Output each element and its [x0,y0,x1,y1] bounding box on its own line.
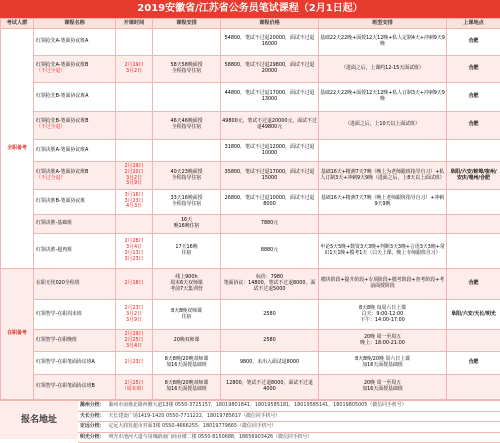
date-cell [116,214,153,233]
table-row[interactable] [1,233,500,268]
location-cell-text: 合肥 [469,65,479,71]
course-name-cell [34,29,116,56]
date-cell-text: 2月23日 3月2日 3月9日 [124,305,143,323]
schedule-cell-text: 46天46晚面授 全程指导住宿 [170,118,202,130]
course-name-cell [34,139,116,162]
date-cell-text: 2月28日 3月4日 3月13日 3月23日 [124,238,143,261]
arrangement-cell [319,214,447,233]
header-cell: 上课地点 [447,19,500,29]
arrangement-cell [319,189,447,214]
arrangement-cell [319,329,447,352]
price-cell-text: 标价：7980 笔面协议：14800，笔试不过退8000，面试不过退5000 [224,274,316,292]
arrangement-cell-text: （进面之后，上10天以上面试班） [345,121,420,127]
branch-name: 定远分校： [80,423,104,429]
course-name-cell [34,162,116,189]
schedule-cell [153,189,221,214]
branch-name: 滁州分校： [80,402,104,408]
table-row[interactable] [1,375,500,400]
table-row[interactable] [1,214,500,233]
price-cell [221,268,319,300]
date-cell [116,29,153,56]
course-name-cell-text: 红领智学-在职晚班 [36,337,77,343]
course-name-cell [34,214,116,233]
price-cell [221,162,319,189]
arrangement-cell-text: 20晚 周一至周五 晚上：18:00-21:00 [360,334,405,346]
price-cell [221,56,319,83]
date-cell-text: 2月18日 [124,280,143,286]
table-row[interactable] [1,139,500,162]
table-row[interactable] [1,189,500,214]
date-cell [116,329,153,352]
branch-address: 明光市池河大道与岗城路南门商业楼二楼 0550-8150688，18656903426（微信同手机号） [108,434,312,440]
price-cell [221,233,319,268]
arrangement-cell-text: 20晚 周一至周五 加16天面授基础班 [362,380,402,392]
address-line [78,422,500,433]
course-name-cell-text: 红领抢先A-笔面协议班B [36,62,88,68]
location-cell-text: 合肥 [469,280,479,286]
arrangement-cell [319,139,447,162]
course-name-cell-text: 红领决胜-超再班 [36,247,72,253]
price-cell-text: 54800，笔试不过退20000，面试不过退16000 [225,35,315,47]
date-cell [116,375,153,400]
location-cell [447,189,500,214]
date-cell-text: 2月19日 2月20日 3月2日 3月9日 [124,163,143,186]
price-cell [221,83,319,111]
schedule-cell-text: 8天8晚/20晚双师课 加16天面授基础班 [165,356,208,368]
date-cell [116,352,153,375]
arrangement-cell-text: 申论5天5晚+数资3天3晚+判断3天3晚+言语3天3晚+常识1天1晚+模考1天（白天上课，晚上专师跟班自习） [320,244,444,256]
location-cell [447,162,500,189]
date-cell [116,139,153,162]
course-note: （不过全退） [36,125,114,131]
price-cell [221,352,319,375]
price-cell-text: 7880元 [261,220,278,226]
branch-name: 天长分校： [80,413,104,419]
schedule-cell [153,29,221,56]
date-cell-text: 3月16日 3月23日 4月3日 [124,192,143,210]
arrangement-cell [319,375,447,400]
course-name-cell [34,189,116,214]
course-name-cell [34,375,116,400]
date-cell [116,189,153,214]
schedule-cell [153,111,221,139]
location-cell [447,352,500,375]
date-cell [116,83,153,111]
table-row[interactable] [1,352,500,375]
arrangement-cell [319,233,447,268]
arrangement-cell-text: （进面之后，上课约12-15天面试班） [341,65,424,71]
table-row[interactable] [1,83,500,111]
price-cell [221,329,319,352]
price-cell-text: 2580 [263,337,275,343]
course-name-cell [34,83,116,111]
arrangement-cell [319,111,447,139]
category-fresh: 全职备考 [1,29,34,269]
date-cell-text: 2月19日 2月25日 3月4日 [124,331,143,349]
price-cell-text: 26800，笔试不过退10000，面试不过退8000 [225,195,315,207]
price-cell [221,29,319,56]
table-row[interactable] [1,300,500,329]
price-cell-text: 31800，笔试不过退12000，面试不过退10000 [225,144,315,156]
location-cell [447,214,500,233]
date-cell [116,56,153,83]
course-table [0,18,500,400]
schedule-cell-text: 20晚双师课 [174,337,200,343]
price-cell-text: 12800，笔试不过退8000，面试不过退4000 [226,380,313,392]
schedule-cell [153,352,221,375]
price-cell [221,111,319,139]
arrangement-cell [319,300,447,329]
date-cell [116,233,153,268]
address-line [78,412,500,423]
schedule-cell-text: 16天 晚16晚住宿 [174,217,200,229]
location-cell-text: 合肥 [469,359,479,365]
schedule-cell [153,375,221,400]
location-cell [447,83,500,111]
schedule-cell-text: 8天8晚双师课 住宿 [171,308,202,320]
course-name-cell [34,329,116,352]
schedule-cell [153,214,221,233]
price-cell-text: 58800，笔试不过退29800，面试不过退20000 [225,62,315,74]
course-name-cell-text: 红领决胜B-笔面协议班 [36,198,85,204]
arrangement-cell-text: 模块阶段+提升阶段+专项阶段+模考阶段+查考阶段+考前面授阶段 [321,277,444,289]
location-cell [447,233,500,268]
schedule-cell [153,139,221,162]
course-name-cell [34,233,116,268]
date-cell [116,162,153,189]
location-cell-text: 合肥 [469,93,479,99]
schedule-cell-text: 17天16晚 住宿 [175,244,197,256]
price-cell-text: 8880元 [261,247,278,253]
course-note: （不过全退） [36,176,114,182]
price-cell-text: 9800，未出入面试退8000 [240,359,299,365]
table-row[interactable] [1,111,500,139]
address-section [0,400,500,439]
arrangement-cell-text: 基础16天+精测7天7晚（晚上为老师跟班指导自习）+私人订制3天+冲刺9天9晚（进面之后，上8天以上面试班） [320,169,444,181]
address-list [78,401,500,439]
course-name-cell-text: 红领抢先B-笔面协议班B [36,118,89,124]
arrangement-cell [319,83,447,111]
schedule-cell-text: 58天58晚面授 全程指导住宿 [170,62,202,74]
date-cell-text: 2月25日 （周末班） [122,380,146,392]
price-cell-text: 2580 [263,311,275,317]
header-cell: 班型安排 [319,19,447,29]
location-cell-text: 合肥 [469,38,479,44]
arrangement-cell-text: 8天8晚 每周六日上课 白天：9:00-12:00 下午：14:00-17:00 [359,305,406,323]
table-row[interactable] [1,56,500,83]
page-title: 2019安徽省/江苏省公务员笔试课程（2月1日起） [0,0,500,18]
course-name-cell-text: 红领智学-在职笔面协议班A [36,359,95,365]
header-cell: 考试人群 [1,19,34,29]
header-cell: 课程名称 [34,19,116,29]
schedule-cell-text: 线上900h 周末6天双师课 考前7天集训营 [170,274,202,292]
location-cell [447,329,500,352]
arrangement-cell [319,268,447,300]
location-cell [447,56,500,83]
table-row[interactable] [1,29,500,56]
price-cell-text: 35800，笔试不过退17000，面试不过退15000 [225,169,315,181]
course-name-cell [34,300,116,329]
branch-name: 明光分校： [80,434,104,440]
schedule-cell [153,329,221,352]
header-cell: 开课时间 [116,19,153,29]
course-name-cell-text: 红领抢先A-笔面协议班A [36,38,88,44]
date-cell [116,300,153,329]
schedule-cell [153,83,221,111]
schedule-cell [153,300,221,329]
price-cell [221,139,319,162]
location-cell-text: 阜阳/六安/蚌埠/宿州/安庆/亳州/合肥 [450,169,496,181]
table-header-row [1,19,500,29]
price-cell [221,300,319,329]
course-name-cell-text: 红领抢先B-笔面协议班A [36,93,88,99]
table-row[interactable] [1,329,500,352]
date-cell-text: 2月19日 3月2日 [124,62,143,74]
arrangement-cell-text: 基础22天22晚+面授12天12晚+私人定制4天+冲刺9天9晚 [320,35,445,47]
price-cell-text: 44800，笔试不过退17000，面试不过退13000 [225,90,315,102]
schedule-cell [153,56,221,83]
course-name-cell-text: 在职无忧020全程班 [36,280,80,286]
category-employed: 在职备考 [1,268,34,399]
location-cell [447,139,500,162]
header-cell: 课程价格 [221,19,319,29]
table-row[interactable] [1,268,500,300]
schedule-cell-text: 33天16晚面授 全程指导住宿 [170,195,202,207]
date-cell-text: 2月23日 [124,359,143,365]
course-name-cell-text: 红领决胜A-笔面协议班A [36,147,88,153]
arrangement-cell [319,29,447,56]
location-cell-text: 合肥 [469,121,479,127]
schedule-cell [153,233,221,268]
course-name-cell-text: 红领智学-在职周末班 [36,311,82,317]
location-cell [447,300,500,329]
course-name-cell-text: 红领智学-在职笔面协议班B [36,383,95,389]
header-cell: 课程安排 [153,19,221,29]
location-cell [447,111,500,139]
course-name-cell [34,268,116,300]
address-line [78,401,500,412]
table-row[interactable] [1,162,500,189]
arrangement-cell-text: 基础16天+精测7天7晚（晚上老师跟班指导自习）+冲刺9天9晚 [321,195,444,207]
arrangement-cell [319,352,447,375]
price-cell-text: 49800元，笔试不过退20000元，面试不过退49800元 [222,118,317,130]
course-name-cell-text: 红领决胜A-笔面协议班B [36,169,88,175]
arrangement-cell-text: 基础22天22晚+面授12天12晚+私人订制3天+冲刺9天9晚 [320,90,445,102]
location-cell [447,29,500,56]
branch-address: 滁州市南谯北路西侧大道13楼 0550-3725157，18019801841，18019585181，18019585141，18019805005（微信同手机号） [108,402,406,408]
course-name-cell [34,352,116,375]
schedule-cell-text: 8天8晚/20晚双师课 加16天面授基础班 [165,380,208,392]
course-name-cell-text: 红领决胜-基础班 [36,220,72,226]
location-cell [447,268,500,300]
price-cell [221,214,319,233]
branch-address: 天长建设广场1419-1420 0550-7711222，18019785617（微信同手机号） [108,413,280,419]
address-label: 报名地址 [0,401,78,439]
course-name-cell [34,111,116,139]
schedule-cell [153,162,221,189]
date-cell [116,268,153,300]
schedule-cell-text: 40天23晚面授 全程指导住宿 [170,169,202,181]
arrangement-cell-text: 8天8晚/20晚 周六日上课 加16天面授基础班 [355,356,410,368]
course-note: （不过全退） [36,69,114,75]
price-cell [221,189,319,214]
price-cell [221,375,319,400]
arrangement-cell [319,162,447,189]
date-cell [116,111,153,139]
location-cell [447,375,500,400]
arrangement-cell [319,56,447,83]
schedule-cell [153,268,221,300]
course-name-cell [34,56,116,83]
location-cell-text: 阜阳/六安/天长/明光 [451,311,495,317]
branch-address: 定远大润发超市对面3楼 0550-4666255，18019779665（微信同手机号） [108,423,276,429]
